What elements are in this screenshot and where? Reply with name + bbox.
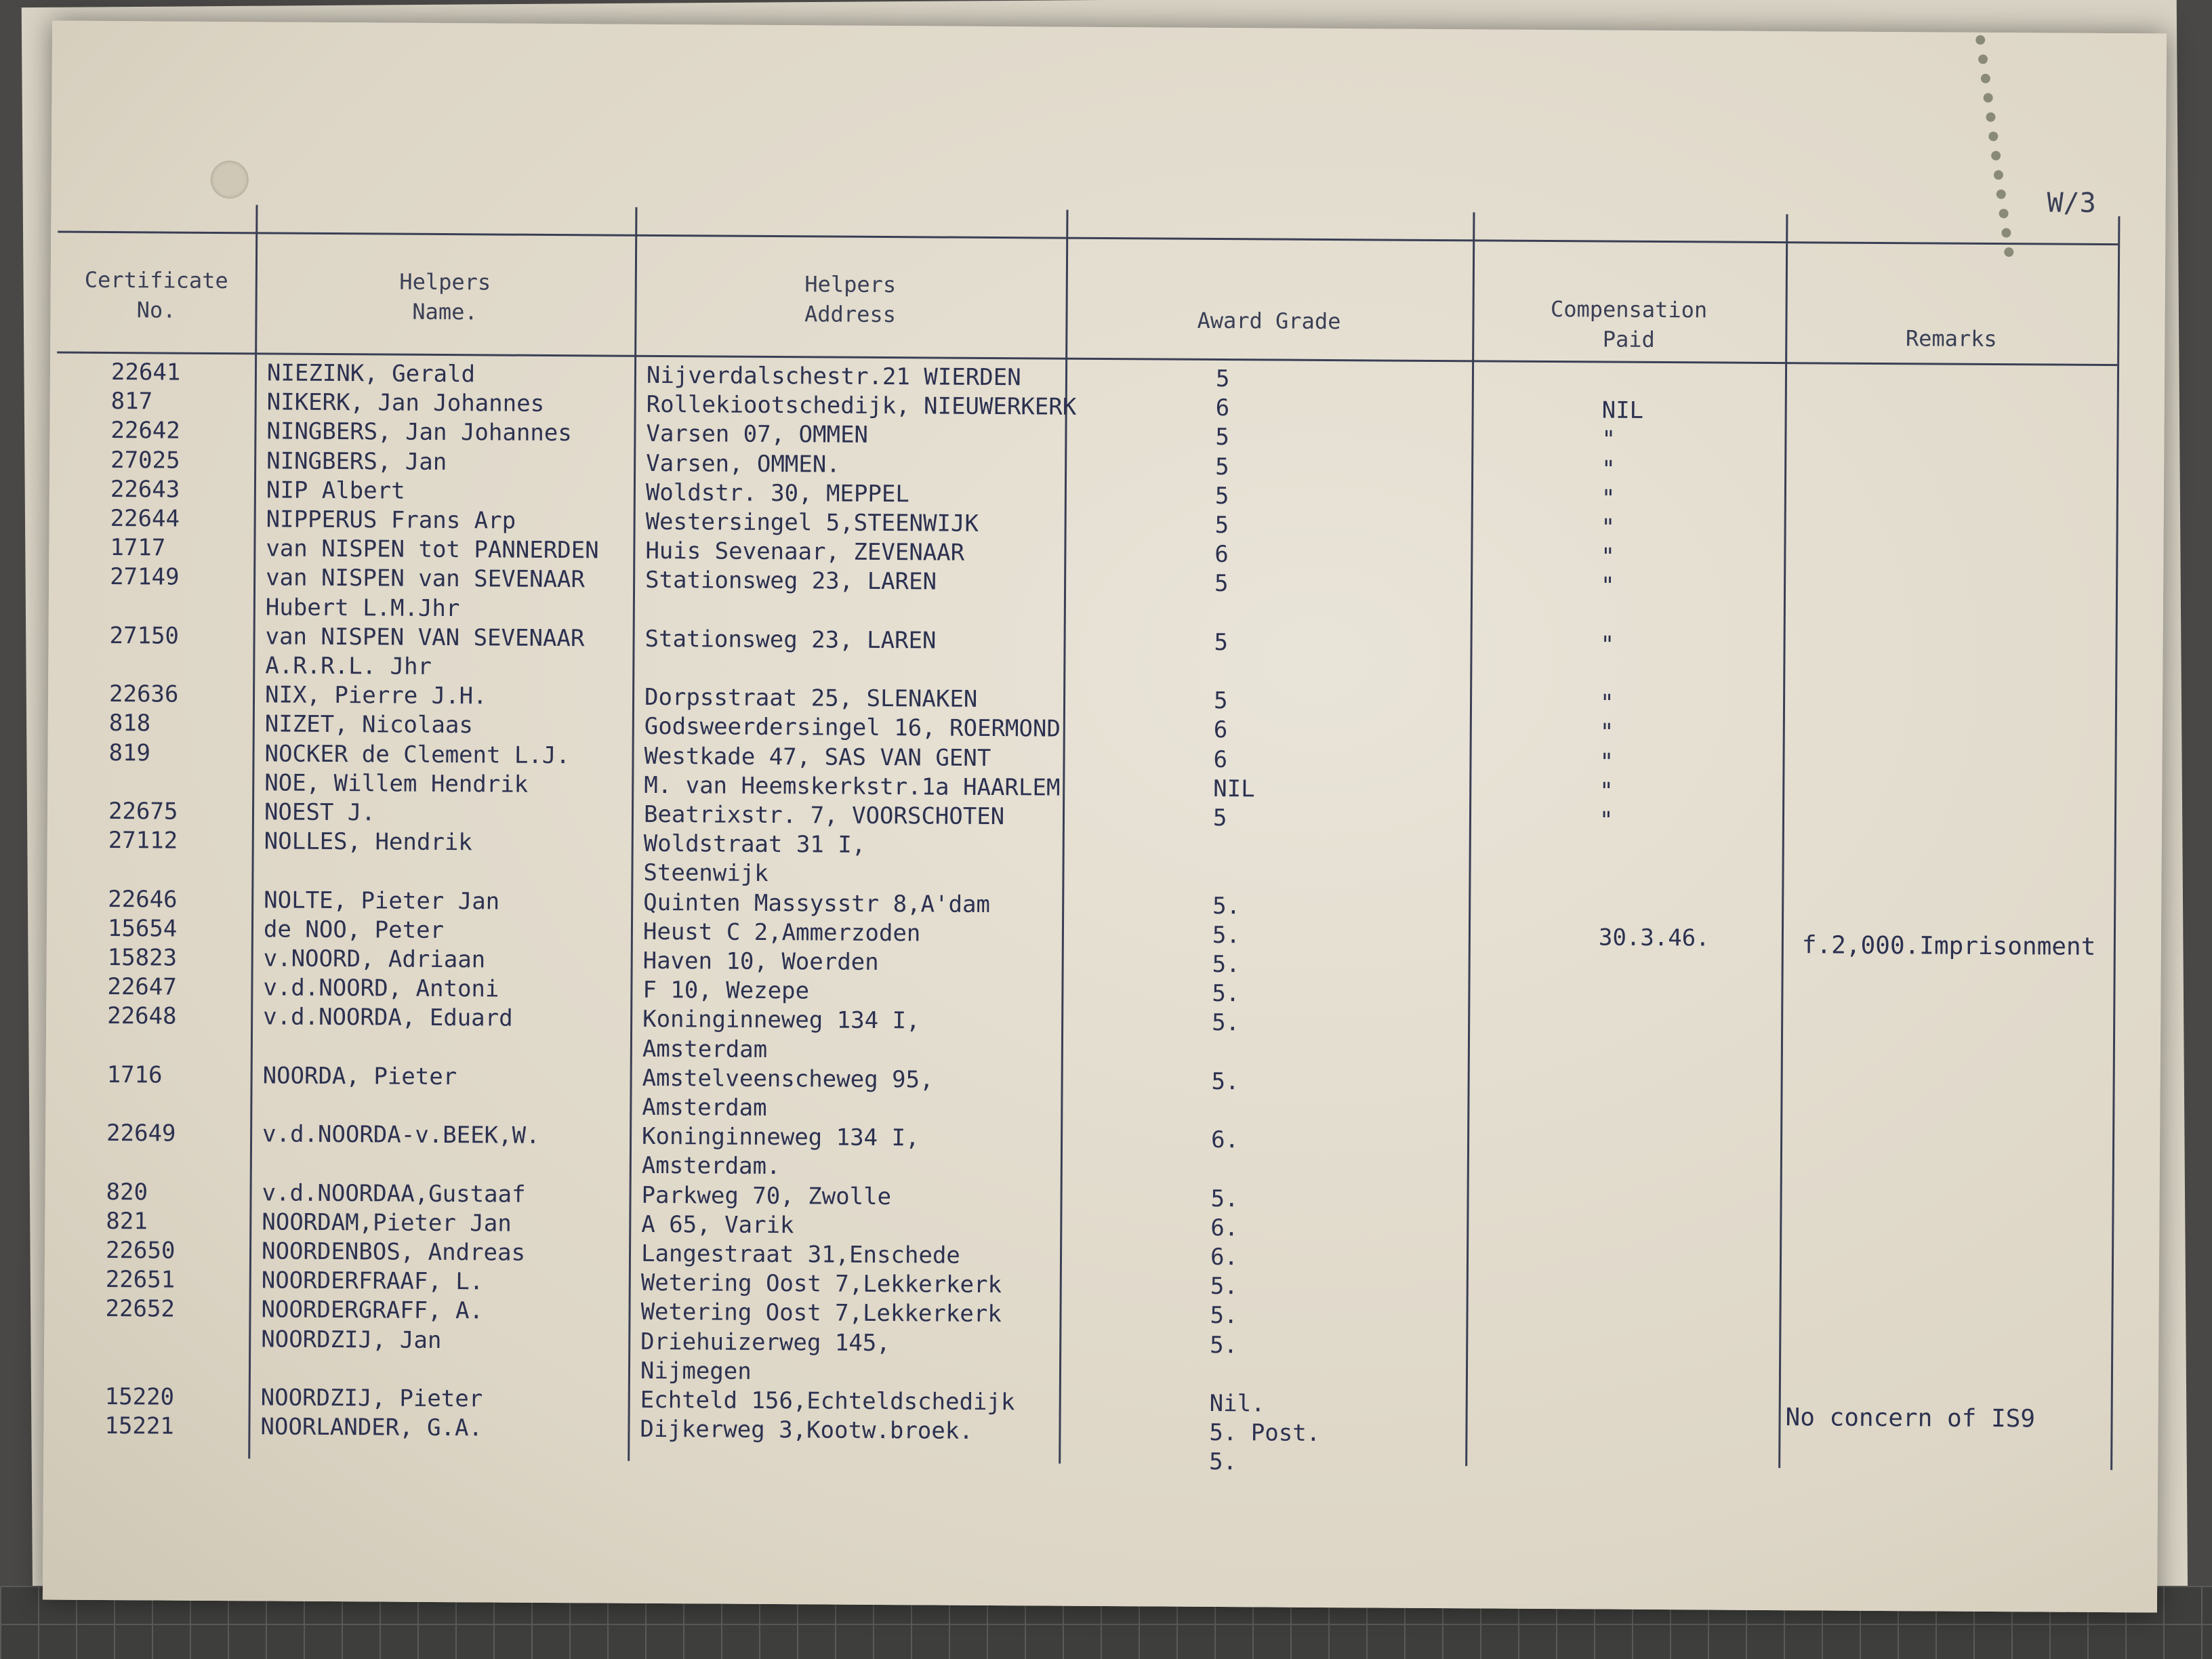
row-cert: 22636	[108, 680, 179, 708]
row-grade: 5.	[1211, 1067, 1240, 1096]
row-name: NOORDZIJ, Jan	[261, 1326, 442, 1354]
row-comp: 30.3.46.	[1598, 924, 1710, 952]
column-divider	[628, 207, 637, 1461]
row-grade: 5.	[1212, 892, 1241, 920]
row-cert: 22675	[108, 798, 178, 825]
row-name: NINGBERS, Jan Johannes	[266, 417, 572, 447]
row-cert: 27112	[108, 827, 178, 855]
row-cert: 22646	[108, 885, 178, 914]
row-address: Haven 10, Woerden	[642, 947, 879, 976]
row-address: Nijmegen	[640, 1357, 752, 1385]
remark-noordzij: No concern of IS9	[1785, 1404, 2036, 1433]
row-address: Huis Sevenaar, ZEVENAAR	[645, 537, 965, 567]
row-address: Nijverdalschestr.21 WIERDEN	[646, 361, 1021, 392]
row-comp: "	[1601, 426, 1616, 453]
row-grade: 5.	[1210, 1331, 1238, 1359]
row-name: v.d.NOORD, Antoni	[263, 974, 499, 1003]
row-grade: 5	[1214, 628, 1229, 656]
row-name: NIX, Pierre J.H.	[264, 681, 487, 710]
row-grade: 5.	[1212, 1009, 1240, 1037]
row-grade: 5.	[1209, 1448, 1237, 1476]
row-address: Wetering Oost 7,Lekkerkerk	[640, 1298, 1002, 1328]
row-cert: 817	[110, 388, 153, 415]
row-name: v.NOORD, Adriaan	[263, 945, 486, 974]
row-name: NOLLES, Hendrik	[264, 827, 472, 857]
row-grade: 5	[1214, 482, 1229, 510]
row-address: M. van Heemskerkstr.1a HAARLEM	[644, 771, 1061, 802]
row-grade: 5	[1215, 424, 1230, 451]
row-comp: "	[1599, 748, 1614, 776]
row-name: NOORDERGRAFF, A.	[261, 1296, 484, 1325]
row-comp: NIL	[1601, 396, 1644, 425]
row-name: NOE, Willem Hendrik	[264, 769, 529, 798]
row-comp: "	[1601, 543, 1615, 571]
row-grade: 5	[1212, 804, 1227, 832]
row-address: Westersingel 5,STEENWIJK	[645, 508, 979, 537]
header-compensation: Compensation Paid	[1550, 296, 1708, 352]
row-address: Stationsweg 23, LAREN	[644, 625, 937, 655]
row-name: NOORDERFRAAF, L.	[261, 1267, 484, 1296]
header-certificate: Certificate No.	[84, 266, 228, 323]
row-name: Hubert L.M.Jhr	[265, 594, 460, 622]
punch-hole	[211, 161, 249, 199]
row-cert: 819	[108, 739, 151, 766]
row-cert: 821	[106, 1207, 148, 1235]
row-name: NIPPERUS Frans Arp	[266, 506, 516, 535]
row-grade: 6.	[1210, 1214, 1239, 1242]
row-name: NOORDZIJ, Pieter	[260, 1384, 483, 1413]
row-cert: 27025	[110, 446, 180, 474]
row-name: NIZET, Nicolaas	[264, 710, 473, 739]
row-grade: 6	[1214, 541, 1229, 569]
row-cert: 15823	[107, 944, 178, 972]
row-name: NOCKER de Clement L.J.	[264, 740, 571, 769]
row-address: Woldstraat 31 I,	[643, 830, 866, 859]
row-name: NOLTE, Pieter Jan	[264, 886, 500, 916]
column-divider	[1778, 214, 1788, 1468]
row-address: Driehuizerweg 145,	[640, 1328, 890, 1357]
row-grade: 5	[1214, 511, 1229, 539]
row-address: Koninginneweg 134 I,	[641, 1123, 920, 1152]
row-address: Wetering Oost 7,Lekkerkerk	[640, 1269, 1002, 1299]
remark-noo: f.2,000.Imprisonment	[1801, 931, 2096, 961]
row-grade: 5	[1215, 365, 1230, 393]
row-grade: 5. Post.	[1209, 1419, 1321, 1448]
row-grade: 5.	[1210, 1185, 1239, 1212]
row-address: Varsen, OMMEN.	[646, 449, 840, 478]
row-cert: 22649	[106, 1120, 176, 1147]
row-name: NOEST J.	[264, 798, 375, 827]
row-grade: 6	[1213, 716, 1228, 744]
row-address: Langestraat 31,Enschede	[640, 1240, 960, 1269]
row-name: NOORDENBOS, Andreas	[261, 1237, 526, 1267]
row-grade: 5.	[1212, 980, 1240, 1008]
row-name: NOORDAM,Pieter Jan	[262, 1208, 512, 1237]
row-address: Quinten Massysstr 8,A'dam	[643, 888, 991, 918]
row-comp: "	[1599, 806, 1614, 834]
row-name: NIEZINK, Gerald	[266, 359, 476, 388]
ledger-page	[43, 20, 2167, 1612]
row-address: Stationsweg 23, LAREN	[644, 567, 937, 596]
row-address: Echteld 156,Echteldschedijk	[640, 1386, 1015, 1416]
row-cert: 27149	[110, 563, 180, 592]
row-address: Heust C 2,Ammerzoden	[642, 918, 921, 947]
row-address: Amsterdam	[642, 1035, 768, 1063]
row-grade: 6.	[1210, 1126, 1240, 1154]
row-name: van NISPEN tot PANNERDEN	[266, 535, 599, 565]
row-comp: "	[1600, 572, 1615, 600]
row-grade: 5	[1214, 570, 1229, 598]
row-address: Varsen 07, OMMEN	[646, 420, 869, 449]
row-cert: 15221	[104, 1412, 174, 1440]
row-grade: 5.	[1210, 1273, 1238, 1300]
row-cert: 22644	[110, 505, 180, 533]
row-comp: "	[1599, 718, 1614, 746]
row-address: Beatrixstr. 7, VOORSCHOTEN	[643, 800, 1005, 831]
row-comp: "	[1600, 631, 1615, 659]
column-divider	[2110, 216, 2120, 1470]
row-cert: 22642	[110, 417, 180, 445]
row-name: van NISPEN VAN SEVENAAR	[265, 623, 585, 653]
row-cert: 15220	[104, 1383, 175, 1411]
row-name: v.d.NOORDAA,Gustaaf	[262, 1179, 526, 1208]
row-address: F 10, Wezepe	[642, 977, 810, 1005]
row-address: Westkade 47, SAS VAN GENT	[644, 742, 991, 772]
column-divider	[1465, 212, 1475, 1466]
row-address: Dorpsstraat 25, SLENAKEN	[644, 684, 978, 714]
row-address: Amsterdam.	[641, 1152, 781, 1181]
row-address: Amsterdam	[642, 1093, 767, 1122]
header-top-rule	[58, 231, 2118, 246]
row-address: Amstelveenscheweg 95,	[642, 1064, 934, 1094]
row-grade: 5	[1215, 453, 1229, 480]
row-grade: 5.	[1212, 950, 1240, 979]
row-comp: "	[1599, 689, 1614, 717]
header-award-grade: Award Grade	[1197, 307, 1341, 335]
row-name: de NOO, Peter	[263, 916, 445, 944]
row-grade: 5.	[1212, 921, 1241, 949]
row-grade: 5.	[1210, 1302, 1238, 1330]
row-grade: 5	[1213, 687, 1228, 715]
row-name: van NISPEN van SEVENAAR	[266, 564, 586, 594]
row-name: v.d.NOORDA, Eduard	[263, 1003, 513, 1033]
header-address: Helpers Address	[804, 271, 897, 328]
row-grade: 6	[1215, 394, 1230, 422]
row-comp: "	[1601, 485, 1616, 512]
row-cert: 22641	[110, 359, 181, 386]
page-reference: W/3	[2047, 187, 2096, 219]
row-cert: 820	[106, 1178, 148, 1206]
row-grade: NIL	[1213, 775, 1255, 803]
row-cert: 22651	[105, 1266, 176, 1294]
row-address: A 65, Varik	[641, 1210, 794, 1240]
row-address: Rollekiootschedijk, NIEUWERKERK	[646, 391, 1077, 421]
row-grade: Nil.	[1209, 1389, 1265, 1418]
row-address: Woldstr. 30, MEPPEL	[645, 478, 909, 508]
row-cert: 22650	[105, 1237, 176, 1265]
row-grade: 6.	[1210, 1243, 1239, 1271]
row-name: NIP Albert	[266, 476, 405, 505]
row-name: A.R.R.L. Jhr	[265, 652, 432, 680]
row-cert: 22648	[107, 1002, 177, 1031]
row-address: Godsweerdersingel 16, ROERMOND	[644, 713, 1061, 743]
row-grade: 6	[1213, 745, 1228, 773]
row-cert: 1717	[110, 534, 166, 562]
row-cert: 22647	[107, 973, 177, 1001]
row-name: NOORLANDER, G.A.	[260, 1413, 483, 1442]
row-comp: "	[1601, 455, 1616, 483]
row-address: Parkweg 70, Zwolle	[641, 1181, 892, 1210]
row-address: Dijkerweg 3,Kootw.broek.	[640, 1416, 973, 1446]
helpers-ledger-table	[43, 203, 2165, 1490]
row-address: Koninginneweg 134 I,	[642, 1006, 920, 1035]
row-name: NINGBERS, Jan	[266, 447, 447, 476]
row-cert: 15654	[107, 914, 178, 943]
row-cert: 22643	[110, 475, 180, 504]
row-name: NIKERK, Jan Johannes	[266, 388, 545, 418]
header-remarks: Remarks	[1905, 325, 1997, 352]
row-name: NOORDA, Pieter	[262, 1062, 457, 1090]
row-comp: "	[1601, 514, 1616, 541]
row-comp: "	[1599, 777, 1614, 805]
row-cert: 27150	[109, 621, 180, 650]
row-cert: 1716	[106, 1061, 163, 1089]
column-divider	[248, 205, 258, 1458]
header-name: Helpers Name.	[399, 268, 491, 325]
row-address: Steenwijk	[643, 859, 769, 888]
row-cert: 22652	[105, 1295, 176, 1324]
row-cert: 818	[108, 710, 151, 737]
row-name: v.d.NOORDA-v.BEEK,W.	[262, 1120, 540, 1150]
